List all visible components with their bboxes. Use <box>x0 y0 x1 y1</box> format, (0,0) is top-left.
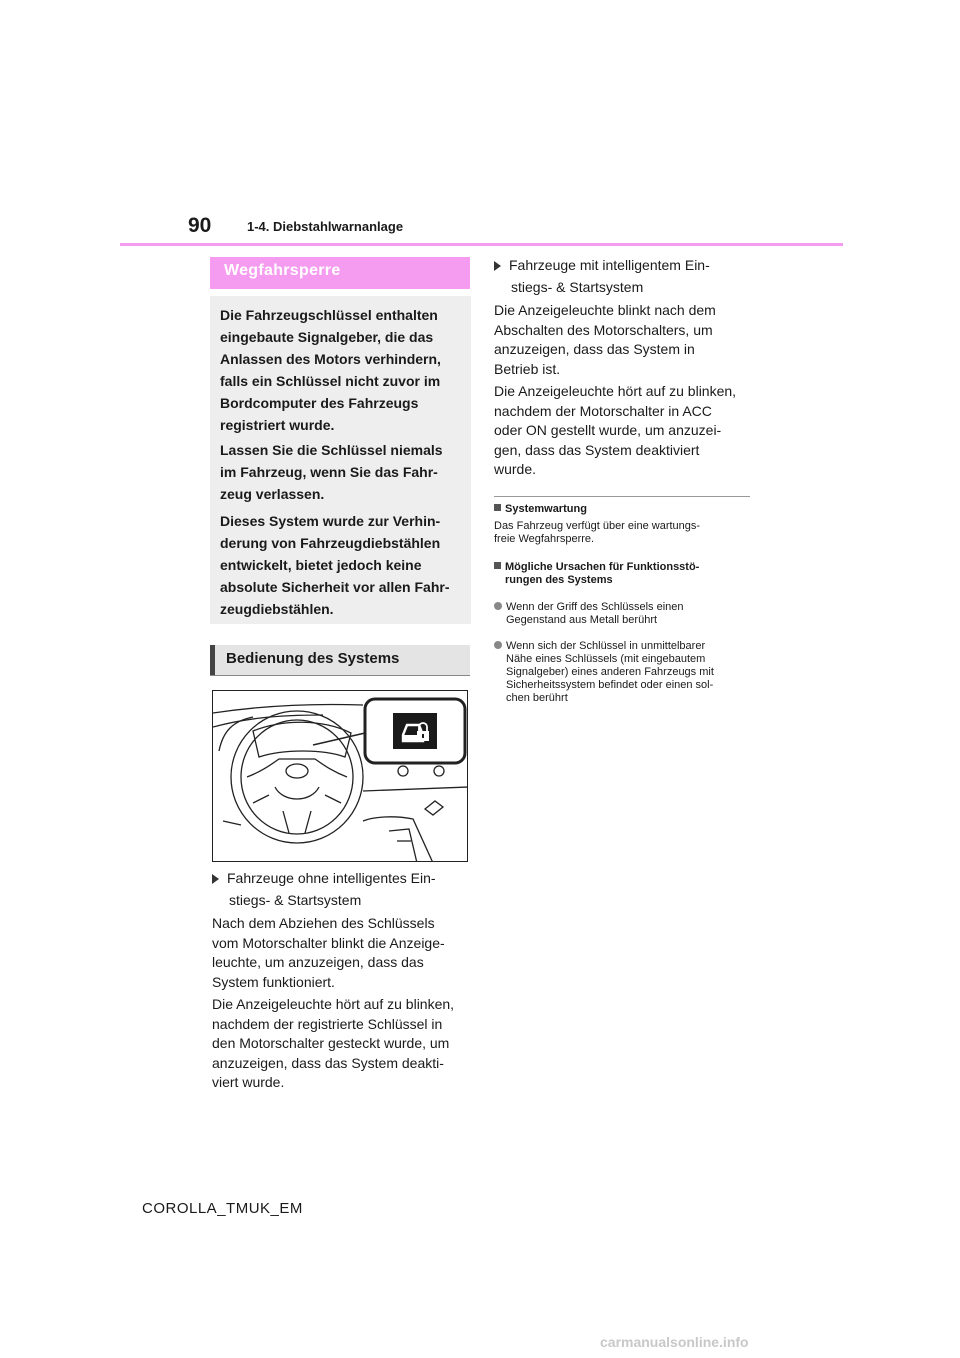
dashboard-illustration <box>212 690 468 862</box>
intro-line: falls ein Schlüssel nicht zuvor im <box>220 373 441 389</box>
heading-immobilizer <box>210 257 470 289</box>
body-line: gen, dass das System deaktiviert <box>494 441 700 458</box>
note-cause-2 <box>494 640 714 705</box>
security-indicator-icon <box>393 713 437 749</box>
intro-line: entwickelt, bietet jedoch keine <box>220 557 422 573</box>
body-line: wurde. <box>494 461 537 477</box>
intro-line: Dieses System wurde zur Verhin- <box>220 513 441 529</box>
intro-line: Lassen Sie die Schlüssel niemals <box>220 442 443 458</box>
note-cause-1 <box>494 601 684 627</box>
smart-key-paragraph-2 <box>494 382 736 480</box>
body-line: Die Anzeigeleuchte hört auf zu blinken, <box>494 383 737 399</box>
triangle-bullet-icon <box>212 874 219 884</box>
note-title-text: rungen des Systems <box>505 574 613 586</box>
note-maintenance-text <box>494 520 700 546</box>
bullet-no-smart-key <box>212 867 436 889</box>
intro-line: im Fahrzeug, wenn Sie das Fahr- <box>220 464 438 480</box>
bullet-line: Fahrzeuge ohne intelligentes Ein- <box>227 870 436 886</box>
intro-paragraph-2 <box>220 439 465 505</box>
body-line: viert wurde. <box>212 1074 285 1090</box>
header-rule <box>120 243 843 246</box>
bullet-line: Fahrzeuge mit intelligentem Ein- <box>509 257 710 273</box>
note-line: Gegenstand aus Metall berührt <box>506 614 658 626</box>
dashboard-drawing <box>213 691 468 862</box>
no-smart-key-paragraph-1 <box>212 914 445 992</box>
note-line: chen berührt <box>506 692 568 704</box>
body-line: anzuzeigen, dass das System deakti- <box>212 1054 444 1071</box>
body-line: vom Motorschalter blinkt die Anzeige- <box>212 934 445 951</box>
circle-bullet-icon <box>494 641 502 649</box>
bullet-line: stiegs- & Startsystem <box>511 279 644 295</box>
intro-line: absolute Sicherheit vor allen Fahr- <box>220 579 450 595</box>
page-number: 90 <box>188 214 212 237</box>
intro-line: Anlassen des Motors verhindern, <box>220 351 441 367</box>
notes-rule <box>494 496 750 497</box>
intro-line: registriert wurde. <box>220 417 335 433</box>
note-line: Das Fahrzeug verfügt über eine wartungs- <box>494 520 701 532</box>
no-smart-key-paragraph-2 <box>212 995 454 1093</box>
bullet-no-smart-key-cont <box>229 889 361 911</box>
watermark: carmanualsonline.info <box>600 1334 749 1350</box>
body-line: Die Anzeigeleuchte blinkt nach dem <box>494 302 716 318</box>
intro-paragraph-1 <box>220 304 465 436</box>
intro-line: eingebaute Signalgeber, die das <box>220 329 434 345</box>
model-code: COROLLA_TMUK_EM <box>142 1200 303 1217</box>
note-title-text: Systemwartung <box>505 503 587 515</box>
intro-line: derung von Fahrzeugdiebstählen <box>220 535 441 551</box>
intro-paragraph-3 <box>220 510 465 620</box>
note-maintenance-title <box>494 503 587 516</box>
square-bullet-icon <box>494 562 501 569</box>
circle-bullet-icon <box>494 602 502 610</box>
bullet-smart-key-cont <box>511 276 643 298</box>
square-bullet-icon <box>494 504 501 511</box>
body-line: System funktioniert. <box>212 973 335 990</box>
heading-operation <box>210 645 470 675</box>
body-line: oder ON gestellt wurde, um anzuzei- <box>494 422 722 438</box>
intro-line: zeug verlassen. <box>220 486 325 502</box>
note-line: Wenn sich der Schlüssel in unmittelbarer <box>506 640 706 652</box>
body-line: Nach dem Abziehen des Schlüssels <box>212 915 435 931</box>
body-line: den Motorschalter gesteckt wurde, um <box>212 1035 450 1051</box>
body-line: nachdem der registrierte Schlüssel in <box>212 1015 443 1032</box>
smart-key-paragraph-1 <box>494 301 716 379</box>
note-line: Sicherheitssystem befindet oder einen sol- <box>506 679 714 691</box>
section-title: 1-4. Diebstahlwarnanlage <box>247 219 404 234</box>
heading-operation-text: Bedienung des Systems <box>226 650 400 667</box>
note-line: Signalgeber) eines anderen Fahrzeugs mit <box>506 666 714 678</box>
heading-immobilizer-text: Wegfahrsperre <box>224 262 341 279</box>
bullet-line: stiegs- & Startsystem <box>229 892 362 908</box>
note-causes-title <box>494 561 699 587</box>
intro-line: Bordcomputer des Fahrzeugs <box>220 395 419 411</box>
body-line: Die Anzeigeleuchte hört auf zu blinken, <box>212 996 455 1012</box>
intro-box <box>210 296 471 624</box>
intro-line: Die Fahrzeugschlüssel enthalten <box>220 307 438 323</box>
heading-operation-underline <box>210 675 470 676</box>
note-line: freie Wegfahrsperre. <box>494 533 595 545</box>
note-line: Wenn der Griff des Schlüssels einen <box>506 601 684 613</box>
body-line: Abschalten des Motorschalters, um <box>494 321 713 338</box>
body-line: anzuzeigen, dass das System in <box>494 341 695 357</box>
note-title-text: Mögliche Ursachen für Funktionsstö- <box>505 561 700 573</box>
triangle-bullet-icon <box>494 261 501 271</box>
intro-line: zeugdiebstählen. <box>220 601 334 617</box>
bullet-smart-key <box>494 254 710 276</box>
body-line: nachdem der Motorschalter in ACC <box>494 402 712 419</box>
body-line: leuchte, um anzuzeigen, dass das <box>212 954 424 970</box>
body-line: Betrieb ist. <box>494 360 561 377</box>
note-line: Nähe eines Schlüssels (mit eingebautem <box>506 653 706 665</box>
